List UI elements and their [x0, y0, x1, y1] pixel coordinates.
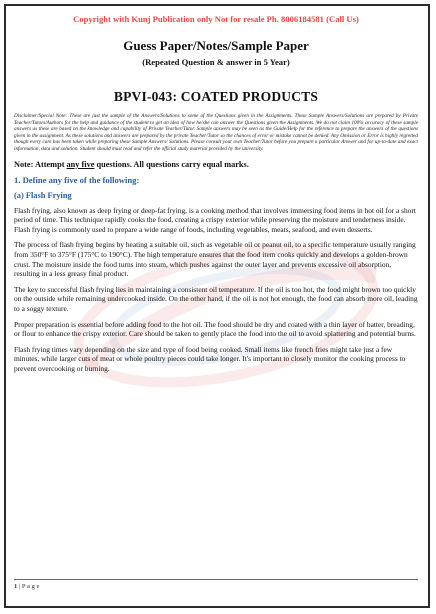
- instructions-note: [14, 160, 418, 169]
- disclaimer-text: Disclaimer/Special Note: These are just the sample of the Answers/Solutions to some of the Questions given in the Assignments. These Sample Answers/Solutions are prepared by Private Teacher/Tutors/Authors for the help and guidance of the student to get an idea of how he/she can answer the Questions given the Assignments. We do not claim 100% accuracy of these sample answers as these are based on the knowledge and capability of Private Teacher/Tutor. Sample answers may be seen as the Guide/Help for the reference to prepare the answers of the questions given in the assignment. As these solutions and answers are prepared by the private Teacher/Tutor so the chances of error or mistake cannot be denied. Any Omission or Error is highly regretted though every care has been taken while preparing these Sample Answers/ Solutions. Please consult your own Teacher/Tutor before you prepare a particular Answer and for up-to-date and exact information, data and solution. Student should must read and refer the official study material provided by the university.: [14, 113, 418, 152]
- note-suffix: questions. All questions carry equal marks.: [94, 159, 249, 169]
- paragraph: The key to successful flash frying lies in maintaining a consistent oil temperature. If the oil is too hot, the food might brown too quickly on the outside while remaining undercooked inside. On the other hand, if the oil is not hot enough, the food can absorb more oil, leading to a soggy texture.: [14, 284, 418, 313]
- course-title: BPVI-043: COATED PRODUCTS: [113, 89, 319, 104]
- subquestion-heading: (a) Flash Frying: [14, 190, 72, 200]
- paragraph: Flash frying, also known as deep frying or deep-fat frying, is a cooking method that involves immersing food items in hot oil for a short period of time. This technique rapidly cooks the food, creating a crispy exterior while preserving the moisture and tenderness inside. Flash frying is commonly used to prepare a wide range of foods, including vegetables, meats, seafood, and even desserts.: [14, 205, 416, 234]
- guess-paper-subtitle: (Repeated Question & answer in 5 Year): [142, 57, 290, 67]
- guess-paper-title: Guess Paper/Notes/Sample Paper: [123, 38, 309, 53]
- note-highlight: any five: [66, 159, 95, 169]
- page-footer: [14, 583, 39, 590]
- question-heading: 1. Define any five of the following:: [14, 174, 140, 185]
- note-prefix: Note: Attempt: [14, 159, 67, 169]
- document-page: [4, 4, 430, 608]
- copyright-notice: Copyright with Kunj Publication only Not for resale Ph. 8006184581 (Call Us): [73, 14, 359, 24]
- footer-divider: [14, 579, 418, 580]
- paragraph: The process of flash frying begins by heating a suitable oil, such as vegetable oil or peanut oil, to a specific temperature usually ranging from 350°F to 375°F (175°C to 190°C). The high temperature ensures that the food item cooks quickly and develops a golden-brown crust. The moisture inside the food turns into steam, which pushes against the outer layer and prevents excessive oil absorption, resulting in a less greasy final product.: [14, 240, 416, 279]
- paragraph: Flash frying times vary depending on the size and type of food being cooked. Small items like french fries might take just a few minutes, while larger cuts of meat or whole poultry pieces could take longer. It's important to closely monitor the cooking process to prevent overcooking or burning.: [14, 344, 406, 373]
- page-number: 1: [14, 583, 18, 590]
- page-label: | P a g e: [17, 583, 40, 590]
- paragraph: Proper preparation is essential before adding food to the hot oil. The food should be dry and coated with a thin layer of batter, breading, or flour to enhance the crispy exterior. Care should be taken to gently place the food into the oil to avoid splattering and potential burns.: [14, 319, 416, 339]
